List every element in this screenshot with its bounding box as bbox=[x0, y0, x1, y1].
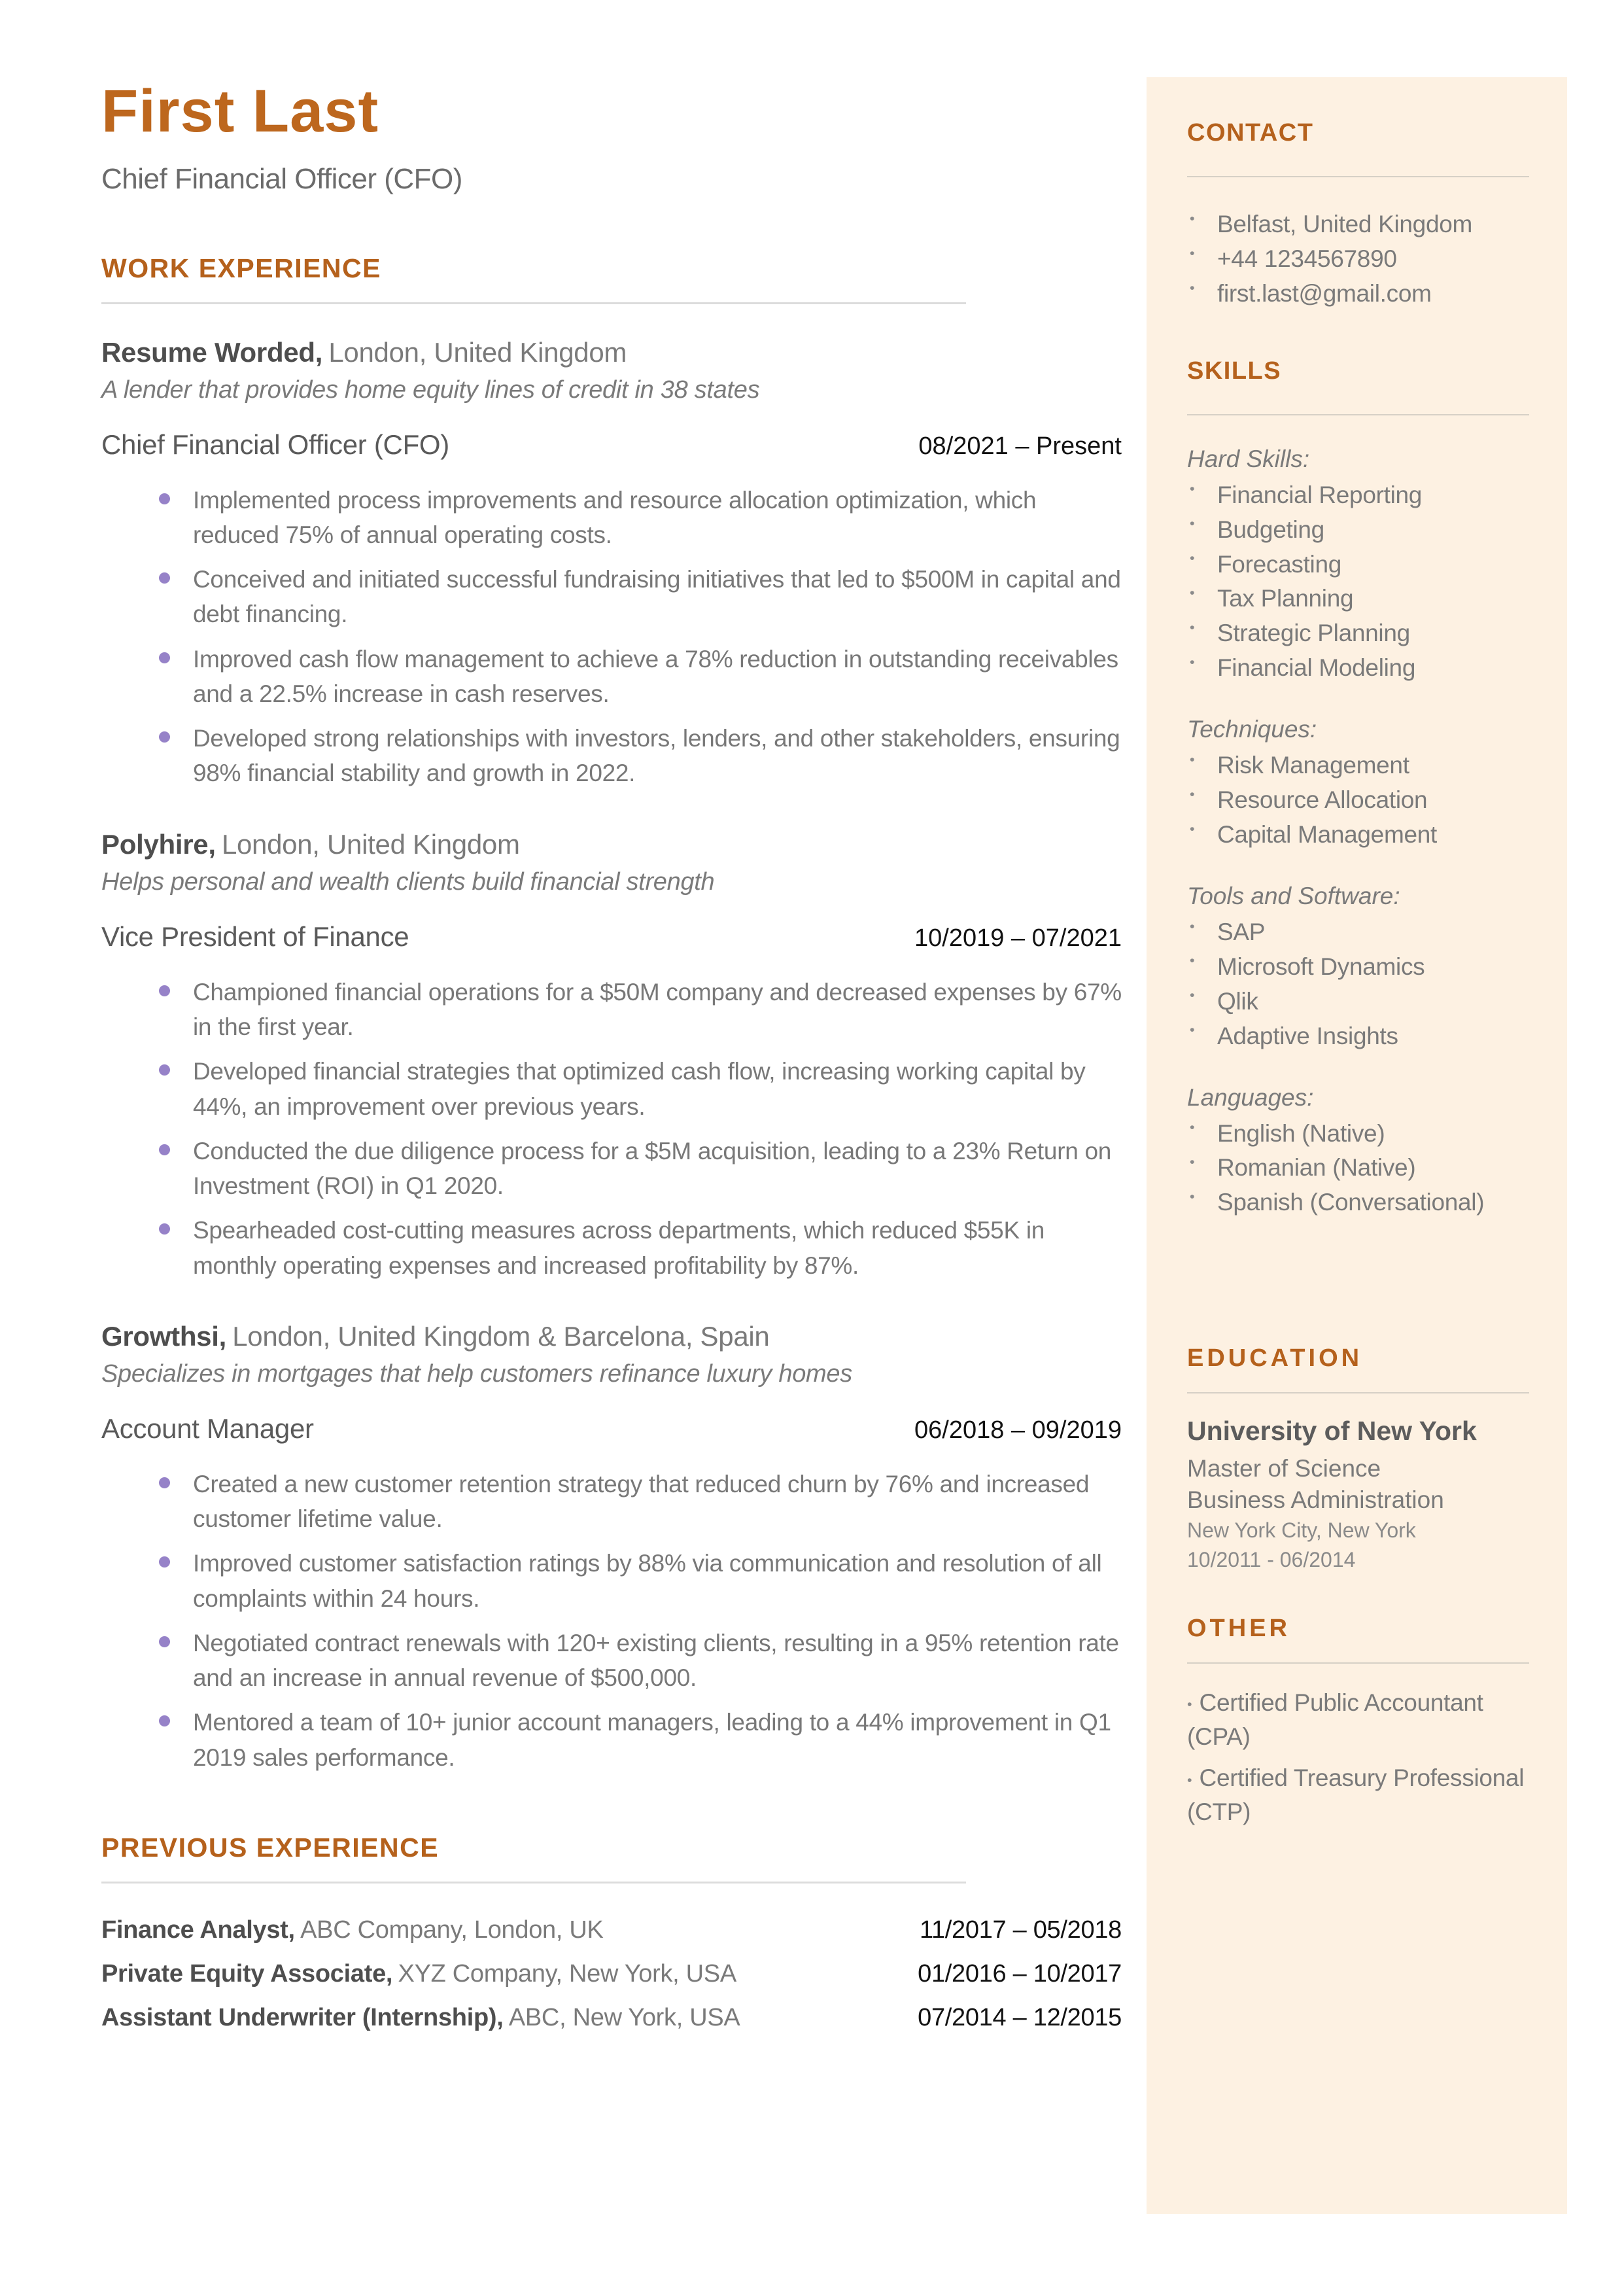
skills-group-label: Hard Skills: bbox=[1187, 445, 1310, 472]
certification-item: • Certified Treasury Professional (CTP) bbox=[1187, 1761, 1529, 1829]
contact-email: • first.last@gmail.com bbox=[1187, 277, 1529, 311]
skills-list bbox=[1187, 915, 1529, 1054]
company-name: Resume Worded, bbox=[101, 336, 323, 368]
skill-item: • Strategic Planning bbox=[1187, 616, 1529, 651]
bullet-item: Developed strong relationships with investors, lenders, and other stakeholders, ensuring 98% financial stability and growth in 2022. bbox=[101, 721, 1122, 791]
company-name: Polyhire, bbox=[101, 828, 216, 860]
sidebar-divider bbox=[1187, 1392, 1529, 1393]
skill-item: • Risk Management bbox=[1187, 748, 1529, 783]
contact-list bbox=[1187, 207, 1529, 311]
bullet-list bbox=[101, 483, 1122, 791]
role-title: Account Manager bbox=[101, 1412, 314, 1444]
education-location: New York City, New York bbox=[1187, 1518, 1416, 1543]
skill-item: • Budgeting bbox=[1187, 513, 1529, 548]
bullet-item: Improved customer satisfaction ratings by 88% via communication and resolution of all complaints within 24 hours. bbox=[101, 1546, 1122, 1616]
sidebar bbox=[1147, 77, 1567, 2214]
previous-job-company: ABC Company, London, UK bbox=[300, 1916, 604, 1944]
previous-job-left bbox=[101, 2004, 740, 2032]
skills-group-label: Languages: bbox=[1187, 1083, 1314, 1111]
company-location: London, United Kingdom bbox=[328, 336, 627, 368]
previous-job-role: Private Equity Associate, bbox=[101, 1959, 393, 1988]
previous-job-role: Finance Analyst, bbox=[101, 1916, 295, 1944]
section-divider bbox=[101, 1882, 966, 1883]
previous-job-left bbox=[101, 1916, 604, 1944]
role-row bbox=[101, 1413, 1122, 1445]
bullet-item: Championed financial operations for a $50M company and decreased expenses by 67% in the first year. bbox=[101, 975, 1122, 1045]
previous-experience-section bbox=[101, 1832, 1122, 2032]
bullet-item: Conducted the due diligence process for a $5M acquisition, leading to a 23% Return on Investment (ROI) in Q1 2020. bbox=[101, 1134, 1122, 1204]
education-school: University of New York bbox=[1187, 1416, 1477, 1446]
job-entry bbox=[101, 337, 1122, 791]
job-entry bbox=[101, 829, 1122, 1283]
bullet-item: Spearheaded cost-cutting measures across departments, which reduced $55K in monthly operating expenses and increased profitability by 87%. bbox=[101, 1213, 1122, 1283]
other-section bbox=[1187, 1615, 1529, 1829]
page-title: First Last bbox=[101, 78, 379, 145]
skills-section bbox=[1187, 357, 1529, 1221]
company-description: A lender that provides home equity lines of credit in 38 states bbox=[101, 376, 760, 404]
previous-job-row bbox=[101, 1960, 1122, 1988]
skill-item: • Tax Planning bbox=[1187, 582, 1529, 616]
skill-item: • Qlik bbox=[1187, 985, 1529, 1019]
company-name: Growthsi, bbox=[101, 1320, 226, 1352]
skill-item: • Financial Reporting bbox=[1187, 478, 1529, 513]
previous-job-dates: 07/2014 – 12/2015 bbox=[918, 2003, 1122, 2031]
previous-job-dates: 11/2017 – 05/2018 bbox=[919, 1916, 1122, 1944]
bullet-item: Developed financial strategies that optimized cash flow, increasing working capital by 44%, an improvement over previous years. bbox=[101, 1054, 1122, 1124]
bullet-item: Improved cash flow management to achieve a 78% reduction in outstanding receivables and a 22.5% increase in cash reserves. bbox=[101, 642, 1122, 712]
company-line bbox=[101, 1321, 1122, 1352]
previous-job-dates: 01/2016 – 10/2017 bbox=[918, 1959, 1122, 1988]
skills-group-label: Techniques: bbox=[1187, 716, 1317, 743]
skill-item: • Capital Management bbox=[1187, 818, 1529, 852]
sidebar-divider bbox=[1187, 1662, 1529, 1664]
previous-job-company: XYZ Company, New York, USA bbox=[398, 1959, 736, 1988]
contact-section bbox=[1187, 119, 1529, 311]
work-experience-section bbox=[101, 253, 1122, 1775]
skill-item: • Forecasting bbox=[1187, 548, 1529, 582]
skills-list bbox=[1187, 478, 1529, 686]
bullet-list bbox=[101, 1467, 1122, 1775]
section-divider bbox=[101, 302, 966, 304]
skill-item: • Resource Allocation bbox=[1187, 783, 1529, 818]
company-location: London, United Kingdom & Barcelona, Spain bbox=[232, 1320, 770, 1352]
previous-job-row bbox=[101, 2004, 1122, 2032]
education-heading: EDUCATION bbox=[1187, 1344, 1363, 1373]
skills-list bbox=[1187, 1117, 1529, 1221]
previous-job-company: ABC, New York, USA bbox=[508, 2003, 740, 2031]
skill-item: • Financial Modeling bbox=[1187, 651, 1529, 686]
company-description: Helps personal and wealth clients build financial strength bbox=[101, 867, 715, 896]
education-degree: Master of Science bbox=[1187, 1455, 1381, 1482]
company-line bbox=[101, 337, 1122, 368]
skills-list bbox=[1187, 748, 1529, 852]
contact-heading: CONTACT bbox=[1187, 119, 1314, 147]
bullet-list bbox=[101, 975, 1122, 1283]
skill-item: • English (Native) bbox=[1187, 1117, 1529, 1151]
previous-job-row bbox=[101, 1916, 1122, 1944]
previous-job-left bbox=[101, 1960, 736, 1988]
previous-experience-rows bbox=[101, 1916, 1122, 2032]
role-row bbox=[101, 429, 1122, 461]
job-entry bbox=[101, 1321, 1122, 1775]
skills-heading: SKILLS bbox=[1187, 357, 1282, 385]
company-description: Specializes in mortgages that help customers refinance luxury homes bbox=[101, 1359, 852, 1388]
education-section bbox=[1187, 1344, 1529, 1574]
bullet-item: Negotiated contract renewals with 120+ existing clients, resulting in a 95% retention rate and an increase in annual revenue of $500,000. bbox=[101, 1626, 1122, 1696]
contact-location: • Belfast, United Kingdom bbox=[1187, 207, 1529, 242]
main-column bbox=[101, 0, 1122, 2048]
role-dates: 10/2019 – 07/2021 bbox=[914, 924, 1122, 952]
skill-item: • SAP bbox=[1187, 915, 1529, 950]
company-line bbox=[101, 829, 1122, 860]
previous-job-role: Assistant Underwriter (Internship), bbox=[101, 2003, 504, 2031]
skill-item: • Adaptive Insights bbox=[1187, 1019, 1529, 1054]
bullet-item: Mentored a team of 10+ junior account managers, leading to a 44% improvement in Q1 2019 sales performance. bbox=[101, 1705, 1122, 1775]
skills-group-label: Tools and Software: bbox=[1187, 882, 1400, 909]
work-experience-heading: WORK EXPERIENCE bbox=[101, 253, 381, 283]
sidebar-divider bbox=[1187, 176, 1529, 177]
role-title: Chief Financial Officer (CFO) bbox=[101, 429, 449, 460]
education-field: Business Administration bbox=[1187, 1486, 1444, 1514]
certification-item: • Certified Public Accountant (CPA) bbox=[1187, 1686, 1529, 1754]
skill-item: • Microsoft Dynamics bbox=[1187, 950, 1529, 985]
job-title-subtitle: Chief Financial Officer (CFO) bbox=[101, 162, 462, 195]
education-dates: 10/2011 - 06/2014 bbox=[1187, 1547, 1356, 1571]
skill-item: • Romanian (Native) bbox=[1187, 1151, 1529, 1185]
role-title: Vice President of Finance bbox=[101, 920, 409, 952]
sidebar-divider bbox=[1187, 414, 1529, 415]
bullet-item: Implemented process improvements and resource allocation optimization, which reduced 75% of annual operating costs. bbox=[101, 483, 1122, 553]
role-dates: 08/2021 – Present bbox=[918, 432, 1122, 460]
bullet-item: Conceived and initiated successful fundraising initiatives that led to $500M in capital and debt financing. bbox=[101, 562, 1122, 632]
company-location: London, United Kingdom bbox=[221, 828, 520, 860]
previous-experience-heading: PREVIOUS EXPERIENCE bbox=[101, 1832, 440, 1863]
skill-item: • Spanish (Conversational) bbox=[1187, 1185, 1529, 1220]
other-heading: OTHER bbox=[1187, 1614, 1290, 1642]
role-dates: 06/2018 – 09/2019 bbox=[914, 1416, 1122, 1444]
role-row bbox=[101, 921, 1122, 953]
contact-phone: • +44 1234567890 bbox=[1187, 242, 1529, 277]
bullet-item: Created a new customer retention strategy that reduced churn by 76% and increased customer lifetime value. bbox=[101, 1467, 1122, 1537]
